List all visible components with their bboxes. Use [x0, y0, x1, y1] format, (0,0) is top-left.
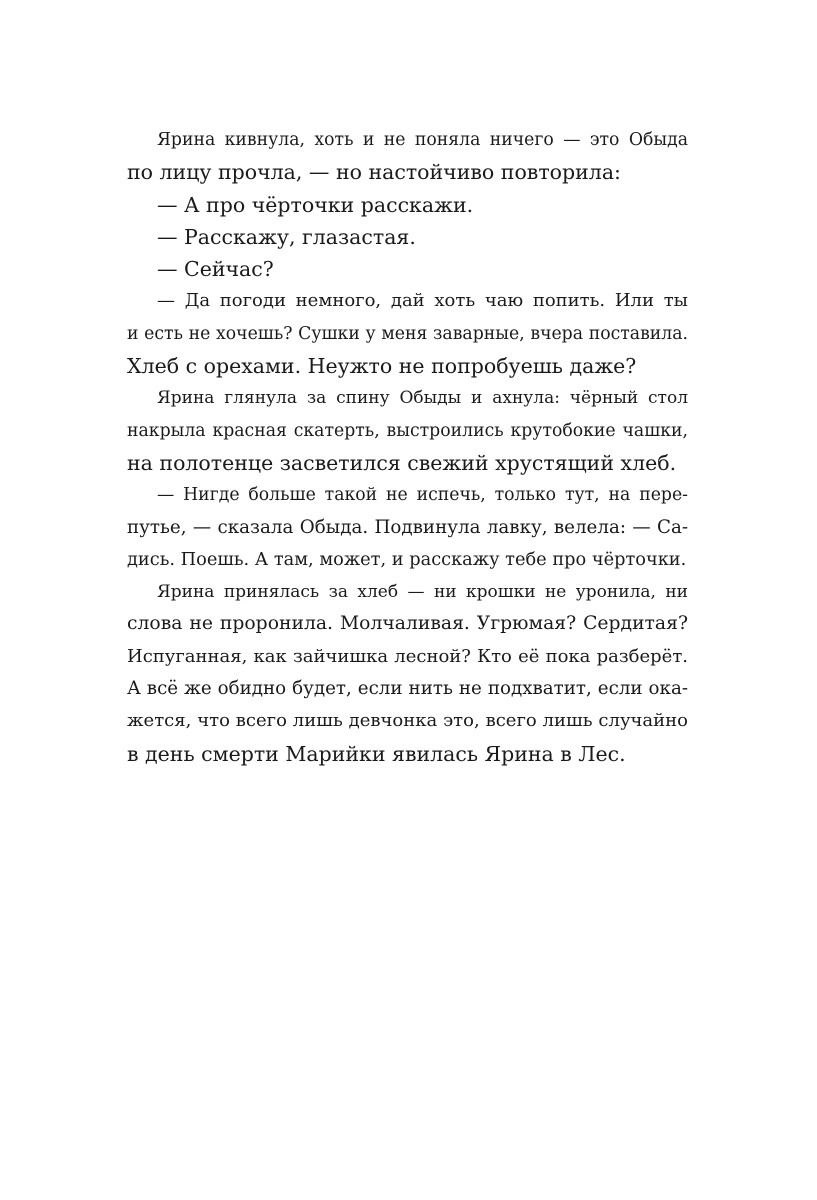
text-line: — Сейчас?	[157, 257, 274, 282]
text-line: жется, что всего лишь девчонка это, всего лишь случайно	[127, 710, 688, 732]
text-line: дись. Поешь. А там, может, и расскажу тебе про чёрточки.	[127, 549, 687, 570]
text-line: Хлеб с орехами. Неужто не попробуешь даже?	[127, 354, 637, 379]
text-line: Ярина кивнула, хоть и не поняла ничего — это Обыда	[157, 130, 688, 150]
text-line: и есть не хочешь? Сушки у меня заварные, вчера поставила.	[127, 323, 688, 344]
text-line: накрыла красная скатерть, выстроились крутобокие чашки,	[127, 420, 688, 441]
text-line: — Нигде больше такой не испечь, только тут, на пере-	[157, 485, 688, 506]
text-line: в день смерти Марийки явилась Ярина в Лес.	[127, 741, 626, 766]
text-line: путье, — сказала Обыда. Подвинула лавку, велела: — Са-	[127, 516, 688, 538]
text-line: Ярина принялась за хлеб — ни крошки не уронила, ни	[157, 582, 688, 603]
text-line: — Да погоди немного, дай хоть чаю попить. Или ты	[157, 290, 688, 312]
text-line: слова не проронила. Молчаливая. Угрюмая? Сердитая?	[127, 613, 688, 635]
body-text	[127, 124, 688, 770]
text-line: по лицу прочла, — но настойчиво повторила:	[127, 160, 621, 185]
text-line: Ярина глянула за спину Обыды и ахнула: чёрный стол	[157, 388, 688, 409]
text-line: — А про чёрточки расскажи.	[157, 192, 474, 217]
text-line: на полотенце засветился свежий хрустящий хлеб.	[127, 450, 677, 475]
text-line: А всё же обидно будет, если нить не подхватит, если ока-	[127, 678, 688, 700]
text-line: — Расскажу, глазастая.	[157, 224, 416, 249]
text-line: Испуганная, как зайчишка лесной? Кто её пока разберёт.	[127, 645, 688, 667]
